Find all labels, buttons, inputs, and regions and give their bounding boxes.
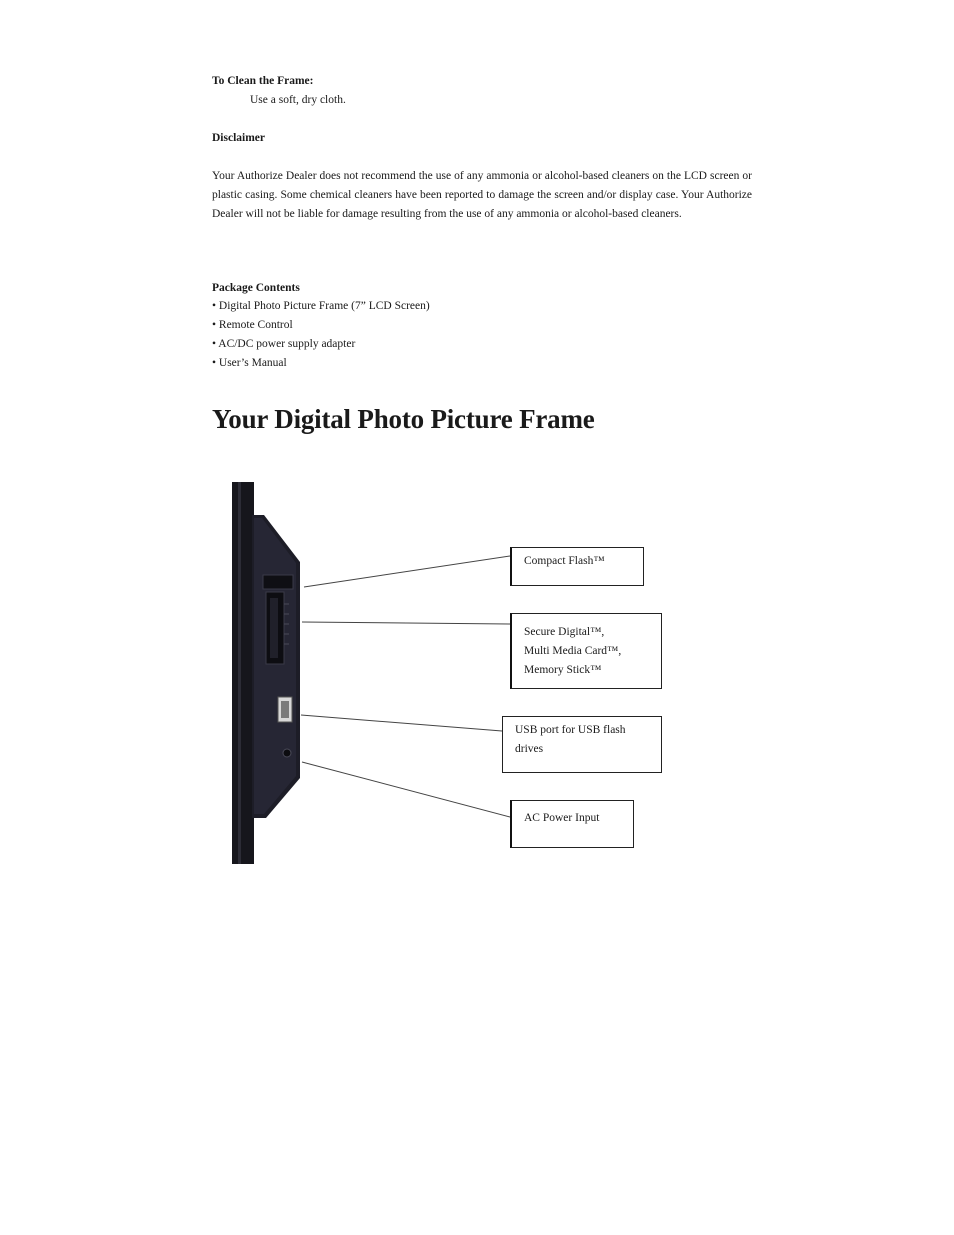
list-item: • AC/DC power supply adapter bbox=[212, 338, 356, 350]
callout-label: Compact Flash™ bbox=[524, 555, 605, 567]
callout-label: Secure Digital™, bbox=[524, 626, 605, 638]
cleaning-heading: To Clean the Frame: bbox=[212, 75, 314, 87]
callout-label: AC Power Input bbox=[524, 812, 600, 824]
section-title: Your Digital Photo Picture Frame bbox=[212, 404, 595, 434]
list-item: • Remote Control bbox=[212, 319, 293, 331]
callout-compact-flash bbox=[510, 547, 644, 586]
cleaning-text: Use a soft, dry cloth. bbox=[250, 94, 346, 106]
leader-line bbox=[302, 762, 510, 817]
disclaimer-heading: Disclaimer bbox=[212, 132, 266, 144]
callout-label: drives bbox=[515, 743, 544, 755]
package-heading: Package Contents bbox=[212, 282, 300, 294]
frame-bezel bbox=[232, 482, 254, 864]
list-item: • Digital Photo Picture Frame (7” LCD Screen) bbox=[212, 300, 430, 312]
callout-label: USB port for USB flash bbox=[515, 724, 626, 736]
leader-line bbox=[304, 556, 510, 587]
compact-flash-slot bbox=[263, 575, 293, 589]
callout-label: Memory Stick™ bbox=[524, 664, 602, 676]
disclaimer-text: Your Authorize Dealer does not recommend the use of any ammonia or alcohol-based cleaners on the LCD screen or plastic casing. Some chemical cleaners have been reported to damage the screen and/or display case. Your Authorize Dealer will not be liable for damage resulting from the use of any ammonia or alcohol-based cleaners. bbox=[212, 170, 752, 220]
callout-secure-digital bbox=[510, 613, 662, 689]
callout-label: Multi Media Card™, bbox=[524, 645, 622, 657]
callout-usb bbox=[502, 716, 662, 773]
power-jack bbox=[283, 749, 291, 757]
callout-ac-power bbox=[510, 800, 634, 848]
leader-line bbox=[301, 715, 502, 731]
leader-line bbox=[302, 622, 510, 624]
list-item: • User’s Manual bbox=[212, 357, 287, 369]
